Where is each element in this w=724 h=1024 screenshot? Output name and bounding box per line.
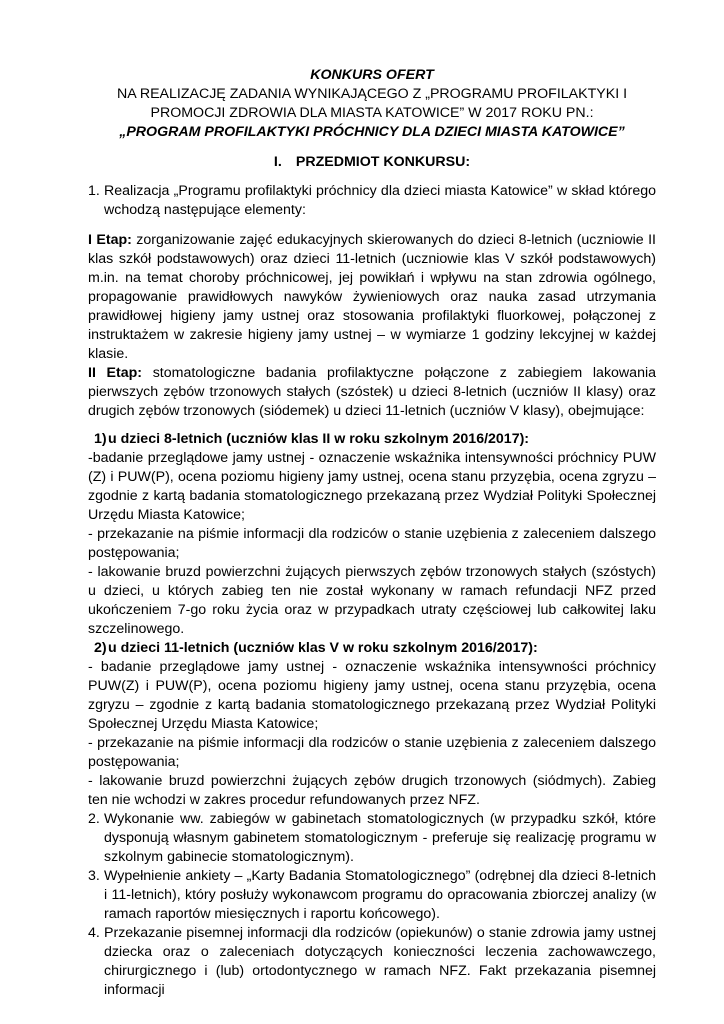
section-number: I. — [273, 154, 282, 170]
section-heading — [88, 153, 656, 172]
list-item-number: 4. — [88, 925, 100, 941]
group-1-heading — [88, 430, 656, 449]
list-item-text: Wypełnienie ankiety – „Karty Badania Stomatologicznego” (odrębnej dla dzieci 8-letnich i 11-letnich), który posłuży wykonawcom programu do opracowania zbiorczej analizy (w ramach raportów miesięcznych i raportu końcowego). — [104, 868, 656, 922]
document-page — [88, 66, 656, 1000]
list-item-4 — [88, 924, 656, 1000]
group-1-line: - przekazanie na piśmie informacji dla rodziców o stanie uzębienia z zaleceniem dalszego postępowania; — [88, 526, 656, 561]
group-2-heading — [88, 639, 656, 658]
list-item-text: Wykonanie ww. zabiegów w gabinetach stomatologicznych (w przypadku szkół, które dysponują własnym gabinetem stomatologicznym - preferuje się realizację programu w szkolnym gabinecie stomatologicznym). — [104, 811, 656, 865]
doc-title-line2: NA REALIZACJĘ ZADANIA WYNIKAJĄCEGO Z „PROGRAMU PROFILAKTYKI I PROMOCJI ZDROWIA DLA MIASTA KATOWICE” W 2017 ROKU PN.: — [116, 86, 628, 121]
section-title: PRZEDMIOT KONKURSU: — [295, 154, 471, 170]
group-2-line: - przekazanie na piśmie informacji dla rodziców o stanie uzębienia z zaleceniem dalszego postępowania; — [88, 735, 656, 770]
etap-1-text: zorganizowanie zajęć edukacyjnych skierowanych do dzieci 8-letnich (uczniowie II klas szkół podstawowych) oraz dzieci 11-letnich (uczniowie klas V szkół podstawowych) m.in. na temat choroby próchnicowej, jej powikłań i wpływu na stan zdrowia ogólnego, propagowanie prawidłowych nawyków żywieniowych oraz nauka zasad utrzymania prawidłowej higieny jamy ustnej oraz stosowania profilaktyki fluorkowej, połączonej z instruktażem w zakresie higieny jamy ustnej – w wymiarze 1 godziny lekcyjnej w każdej klasie. — [88, 232, 656, 362]
group-2-title: u dzieci 11-letnich (uczniów klas V w roku szkolnym 2016/2017): — [108, 640, 538, 656]
group-2-line: - badanie przeglądowe jamy ustnej - oznaczenie wskaźnika intensywności próchnicy PUW(Z) i PUW(P), ocena poziomu higieny jamy ustnej, ocena stanu przyzębia, ocena zgryzu – zgodnie z kartą badania stomatologicznego przekazaną przez Wydział Polityki Społecznej Urzędu Miasta Katowice; — [88, 659, 656, 732]
group-1-title: u dzieci 8-letnich (uczniów klas II w roku szkolnym 2016/2017): — [108, 431, 530, 447]
list-item-text: Realizacja „Programu profilaktyki próchnicy dla dzieci miasta Katowice” w skład którego wchodzą następujące elementy: — [104, 183, 656, 218]
etap-2-text: stomatologiczne badania profilaktyczne połączone z zabiegiem lakowania pierwszych zębów trzonowych stałych (szóstek) u dzieci 8-letnich (uczniów II klasy) oraz drugich zębów trzonowych (siódemek) u dzieci 11-letnich (uczniów V klasy), obejmujące: — [88, 365, 657, 419]
etap-2-label: II Etap: — [88, 365, 143, 381]
list-item-number: 1. — [88, 183, 100, 199]
etap-1-label: I Etap: — [88, 232, 132, 248]
list-item-number: 3. — [88, 868, 100, 884]
list-item-number: 2. — [88, 811, 100, 827]
group-1-line: -badanie przeglądowe jamy ustnej - oznaczenie wskaźnika intensywności próchnicy PUW (Z) i PUW(P), ocena poziomu higieny jamy ustnej, ocena stanu przyzębia, ocena zgryzu – zgodnie z kartą badania stomatologicznego przekazaną przez Wydział Polityki Społecznej Urzędu Miasta Katowice; — [88, 450, 656, 523]
etap-2-paragraph — [88, 364, 656, 421]
etap-1-paragraph — [88, 231, 656, 364]
list-item-3 — [88, 867, 656, 924]
group-2-line: - lakowanie bruzd powierzchni żujących zębów drugich trzonowych (siódmych). Zabieg ten nie wchodzi w zakres procedur refundowanych przez NFZ. — [88, 773, 656, 808]
group-1-line: - lakowanie bruzd powierzchni żujących pierwszych zębów trzonowych stałych (szóstych) u dzieci, u których zabieg ten nie został wykonany w ramach refundacji NFZ przed ukończeniem 7-go roku życia oraz w przypadkach utraty częściowej lub całkowitej laku szczelinowego. — [88, 564, 656, 637]
group-2-number: 2) — [94, 640, 107, 656]
doc-title-line3: „PROGRAM PROFILAKTYKI PRÓCHNICY DLA DZIECI MIASTA KATOWICE” — [119, 124, 625, 140]
list-item-1 — [88, 182, 656, 220]
doc-title-line1: KONKURS OFERT — [310, 67, 434, 83]
list-item-text: Przekazanie pisemnej informacji dla rodziców (opiekunów) o stanie zdrowia jamy ustnej dziecka oraz o zaleceniach dotyczących konieczności leczenia zachowawczego, chirurgicznego i (lub) ortodontycznego w ramach NFZ. Fakt przekazania pisemnej informacji — [104, 925, 656, 998]
list-item-2 — [88, 810, 656, 867]
group-1-number: 1) — [94, 431, 107, 447]
